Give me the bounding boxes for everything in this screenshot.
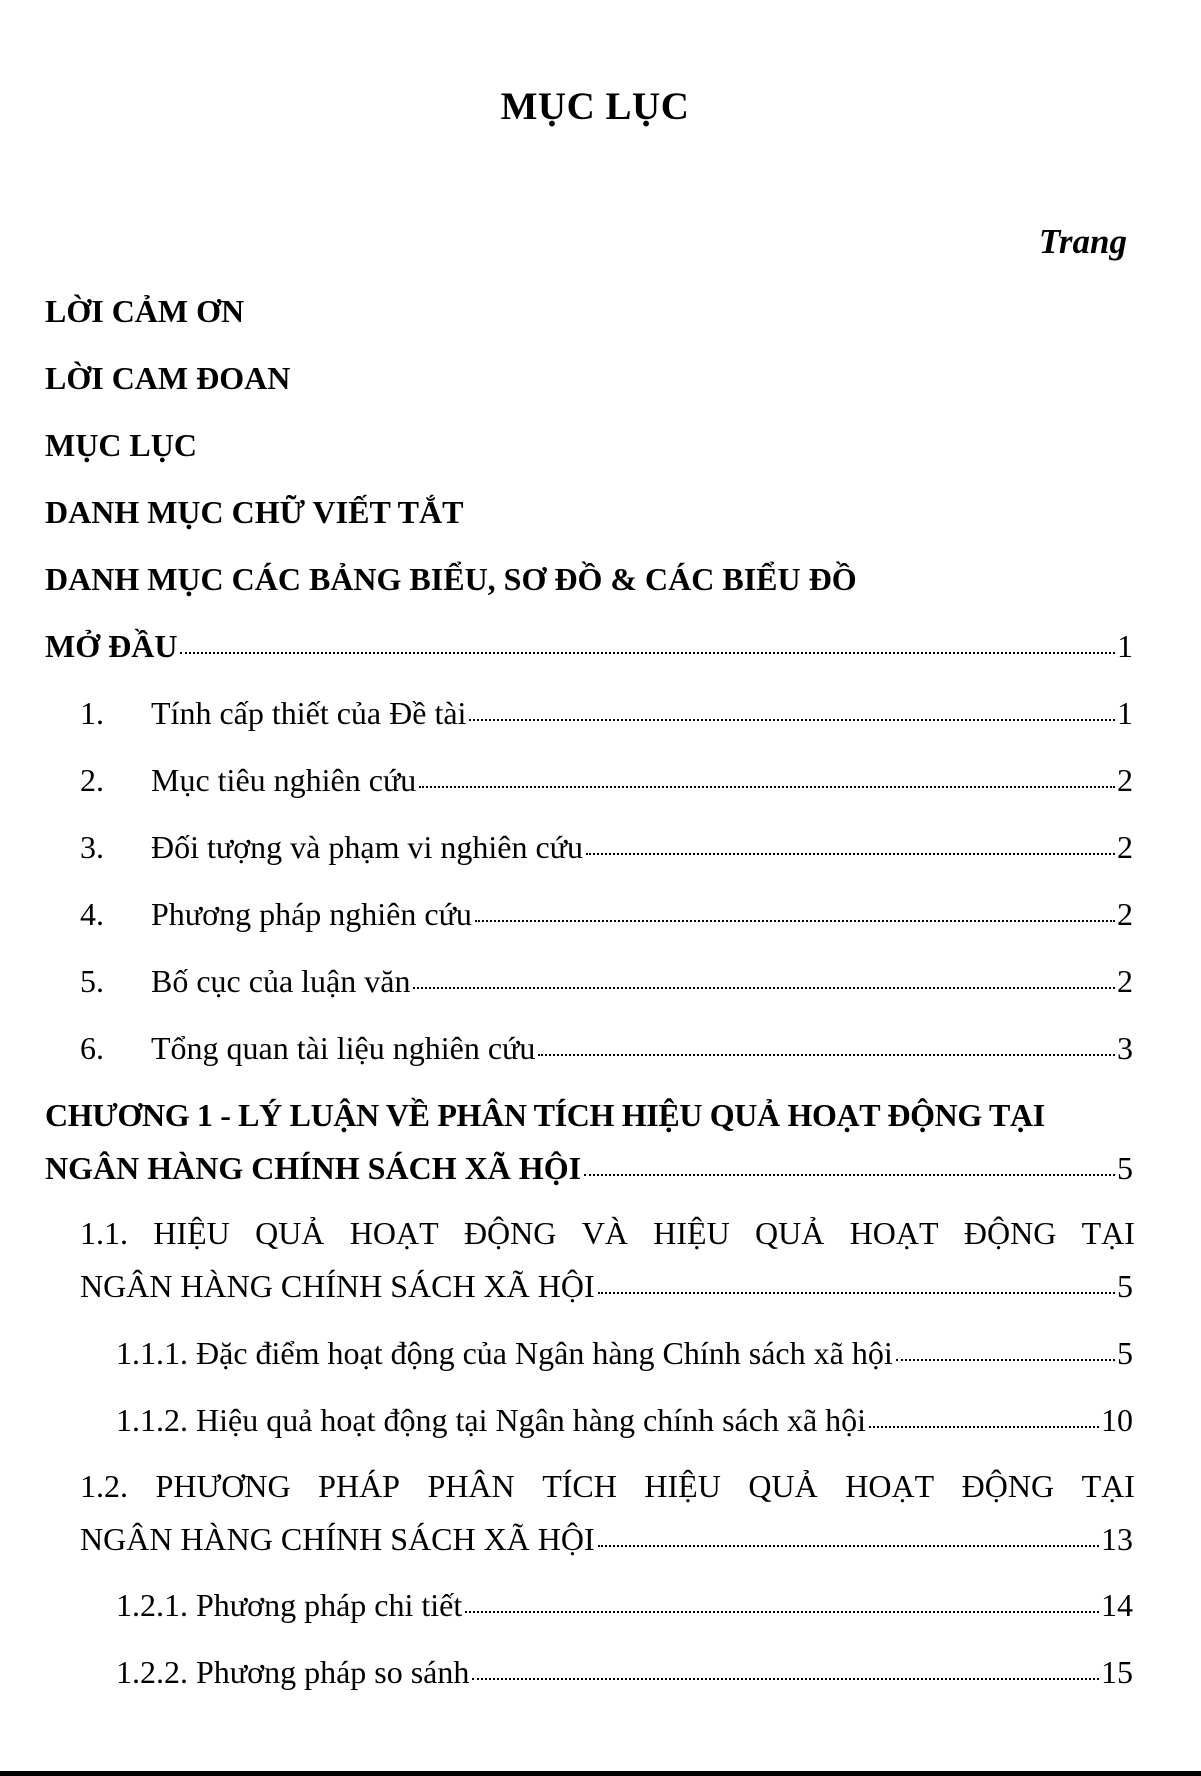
- toc-section-heading[interactable]: [80, 1466, 1135, 1506]
- toc-entry-label: MỞ ĐẦU: [45, 628, 178, 664]
- toc-front-item: [45, 291, 244, 331]
- dot-leader: [598, 1545, 1099, 1547]
- toc-section-heading[interactable]: [80, 1213, 1135, 1253]
- toc-entry-intro[interactable]: [45, 626, 1133, 666]
- toc-entry-label: CHƯƠNG 1 - LÝ LUẬN VỀ PHÂN TÍCH HIỆU QUẢ HOẠT ĐỘNG TẠI: [45, 1097, 1045, 1133]
- dot-leader: [869, 1426, 1099, 1428]
- toc-entry-label: Mục tiêu nghiên cứu: [151, 762, 417, 798]
- toc-entry-number: 3.: [80, 829, 104, 865]
- toc-page-number: 1: [1117, 695, 1133, 731]
- toc-entry[interactable]: [80, 894, 1133, 934]
- dot-leader: [586, 853, 1115, 855]
- toc-word: HIỆU: [153, 1215, 230, 1251]
- toc-word: HIỆU: [644, 1468, 721, 1504]
- toc-page-number: 15: [1101, 1654, 1133, 1690]
- toc-entry-label: Tính cấp thiết của Đề tài: [151, 695, 467, 731]
- toc-word: HOẠT: [349, 1215, 439, 1251]
- toc-page-number: 3: [1117, 1030, 1133, 1066]
- toc-entry-label: NGÂN HÀNG CHÍNH SÁCH XÃ HỘI: [45, 1150, 582, 1186]
- toc-entry-label: NGÂN HÀNG CHÍNH SÁCH XÃ HỘI: [80, 1521, 595, 1557]
- toc-page-number: 10: [1101, 1402, 1133, 1438]
- toc-entry-label: LỜI CẢM ƠN: [45, 293, 245, 329]
- toc-page-number: 5: [1117, 1150, 1133, 1186]
- toc-front-item: [45, 559, 857, 599]
- toc-entry-label: 1.1.1. Đặc điểm hoạt động của Ngân hàng Chính sách xã hội: [116, 1335, 893, 1371]
- toc-entry-label: Phương pháp nghiên cứu: [151, 896, 472, 932]
- toc-entry-label: MỤC LỤC: [45, 427, 197, 463]
- dot-leader: [469, 719, 1115, 721]
- toc-word: QUẢ: [755, 1215, 825, 1251]
- toc-word: TÍCH: [542, 1468, 617, 1504]
- toc-word: QUẢ: [748, 1468, 818, 1504]
- dot-leader: [538, 1054, 1115, 1056]
- toc-entry-label: DANH MỤC CHỮ VIẾT TẮT: [45, 494, 464, 530]
- toc-entry-label: Bố cục của luận văn: [151, 963, 411, 999]
- toc-word: 1.1.: [80, 1215, 128, 1251]
- dot-leader: [180, 652, 1115, 654]
- toc-section-heading-cont[interactable]: [80, 1519, 1133, 1559]
- toc-page-number: 1: [1117, 628, 1133, 664]
- toc-entry-label: NGÂN HÀNG CHÍNH SÁCH XÃ HỘI: [80, 1268, 595, 1304]
- toc-word: ĐỘNG: [961, 1468, 1055, 1504]
- toc-entry[interactable]: [80, 1028, 1133, 1068]
- toc-page-number: 2: [1117, 829, 1133, 865]
- toc-entry[interactable]: [80, 693, 1133, 733]
- page-title: MỤC LỤC: [500, 85, 690, 128]
- toc-entry-label: LỜI CAM ĐOAN: [45, 360, 291, 396]
- dot-leader: [475, 920, 1115, 922]
- toc-front-item: [45, 425, 197, 465]
- toc-front-item: [45, 358, 290, 398]
- toc-page-number: 2: [1117, 963, 1133, 999]
- dot-leader: [465, 1611, 1099, 1613]
- toc-page-number: 14: [1101, 1587, 1133, 1623]
- page-column-header: Trang: [1038, 222, 1127, 261]
- toc-word: QUẢ: [255, 1215, 325, 1251]
- dot-leader: [413, 987, 1115, 989]
- toc-page-number: 5: [1117, 1335, 1133, 1371]
- toc-word: PHÂN: [427, 1468, 515, 1504]
- toc-page-number: 5: [1117, 1268, 1133, 1304]
- toc-entry-label: 1.1.2. Hiệu quả hoạt động tại Ngân hàng chính sách xã hội: [116, 1402, 867, 1438]
- toc-subsection[interactable]: [116, 1585, 1133, 1625]
- toc-word: ĐỘNG: [963, 1215, 1057, 1251]
- toc-entry-number: 1.: [80, 695, 104, 731]
- toc-page-number: 13: [1101, 1521, 1133, 1557]
- toc-page-number: 2: [1117, 896, 1133, 932]
- toc-word: PHƯƠNG: [155, 1468, 291, 1504]
- toc-entry-number: 5.: [80, 963, 104, 999]
- dot-leader: [896, 1359, 1115, 1361]
- dot-leader: [472, 1678, 1099, 1680]
- toc-word: PHÁP: [318, 1468, 400, 1504]
- dot-leader: [419, 786, 1115, 788]
- toc-entry[interactable]: [80, 961, 1133, 1001]
- toc-section-heading-cont[interactable]: [80, 1266, 1133, 1306]
- toc-entry-number: 6.: [80, 1030, 104, 1066]
- toc-entry-label: 1.2.2. Phương pháp so sánh: [116, 1654, 470, 1690]
- page-bottom-edge: [0, 1771, 1201, 1776]
- toc-word: TẠI: [1081, 1215, 1135, 1251]
- toc-word: TẠI: [1081, 1468, 1135, 1504]
- toc-chapter-heading-cont[interactable]: [45, 1148, 1133, 1188]
- toc-subsection[interactable]: [116, 1400, 1133, 1440]
- dot-leader: [598, 1292, 1115, 1294]
- toc-entry-number: 4.: [80, 896, 104, 932]
- toc-entry-label: Đối tượng và phạm vi nghiên cứu: [151, 829, 583, 865]
- dot-leader: [584, 1174, 1115, 1176]
- toc-entry[interactable]: [80, 827, 1133, 867]
- toc-word: HOẠT: [845, 1468, 935, 1504]
- toc-subsection[interactable]: [116, 1333, 1133, 1373]
- toc-word: HOẠT: [849, 1215, 939, 1251]
- toc-chapter-heading[interactable]: [45, 1095, 1135, 1135]
- toc-word: ĐỘNG: [463, 1215, 557, 1251]
- toc-page-number: 2: [1117, 762, 1133, 798]
- toc-subsection[interactable]: [116, 1652, 1133, 1692]
- toc-entry-label: DANH MỤC CÁC BẢNG BIỂU, SƠ ĐỒ & CÁC BIỂU ĐỒ: [45, 561, 857, 597]
- toc-front-item: [45, 492, 463, 532]
- toc-word: VÀ: [581, 1215, 628, 1251]
- toc-entry-label: 1.2.1. Phương pháp chi tiết: [116, 1587, 463, 1623]
- toc-word: 1.2.: [80, 1468, 128, 1504]
- toc-entry-number: 2.: [80, 762, 104, 798]
- toc-entry[interactable]: [80, 760, 1133, 800]
- toc-word: HIỆU: [653, 1215, 730, 1251]
- toc-entry-label: Tổng quan tài liệu nghiên cứu: [151, 1030, 536, 1066]
